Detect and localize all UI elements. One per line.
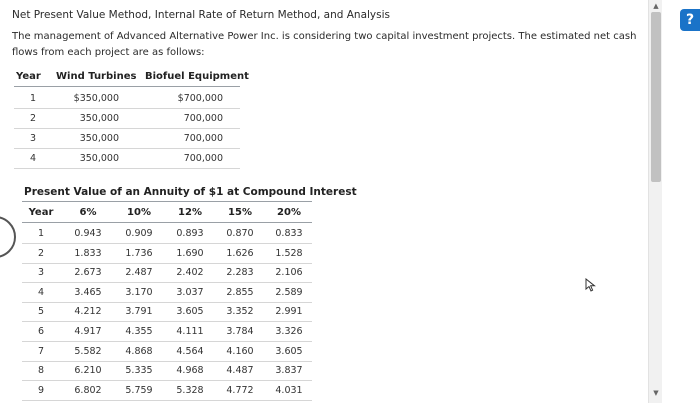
- cf-biofuel-cell: $700,000: [177, 93, 223, 104]
- pv-row-rule: [22, 380, 312, 381]
- pv-value-cell: 1.690: [176, 248, 204, 259]
- cf-biofuel-cell: 700,000: [183, 113, 223, 124]
- pv-row-rule: [22, 302, 312, 303]
- pv-value-cell: 6.210: [74, 365, 102, 376]
- pv-value-cell: 5.335: [125, 365, 153, 376]
- problem-title: Net Present Value Method, Internal Rate of Return Method, and Analysis: [12, 9, 390, 21]
- cf-header-wind: Wind Turbines: [56, 71, 137, 82]
- scroll-thumb[interactable]: [651, 12, 661, 182]
- pv-value-cell: 4.917: [74, 326, 102, 337]
- pv-value-cell: 3.037: [176, 287, 204, 298]
- pv-value-cell: 3.605: [176, 306, 204, 317]
- cf-header-year: Year: [16, 71, 41, 82]
- pv-value-cell: 2.402: [176, 267, 204, 278]
- selection-circle-marker: [0, 216, 16, 258]
- pv-value-cell: 0.943: [74, 228, 102, 239]
- pv-value-cell: 5.582: [74, 346, 102, 357]
- pv-row-rule: [22, 361, 312, 362]
- pv-value-cell: 2.589: [275, 287, 303, 298]
- cf-year-cell: 2: [29, 113, 37, 124]
- pv-header-rate: 12%: [178, 207, 202, 218]
- pv-value-cell: 4.111: [176, 326, 204, 337]
- pv-value-cell: 3.837: [275, 365, 303, 376]
- pv-value-cell: 6.802: [74, 385, 102, 396]
- cf-biofuel-cell: 700,000: [183, 153, 223, 164]
- cf-header-rule: [14, 86, 240, 87]
- pv-year-cell: 7: [37, 346, 45, 357]
- pv-value-cell: 1.626: [226, 248, 254, 259]
- cf-biofuel-cell: 700,000: [183, 133, 223, 144]
- problem-intro: The management of Advanced Alternative Power Inc. is considering two capital investment projects. The estimated net cash flows from each project are as follows:: [12, 31, 637, 58]
- pv-year-cell: 2: [37, 248, 45, 259]
- pv-value-cell: 4.355: [125, 326, 153, 337]
- cf-year-cell: 4: [29, 153, 37, 164]
- cf-year-cell: 3: [29, 133, 37, 144]
- pv-value-cell: 2.991: [275, 306, 303, 317]
- pv-header-year: Year: [28, 207, 54, 218]
- cf-header-biofuel: Biofuel Equipment: [145, 71, 249, 82]
- pv-value-cell: 2.106: [275, 267, 303, 278]
- pv-header-rate: 6%: [79, 207, 97, 218]
- pv-title-rule: [22, 201, 312, 202]
- cf-wind-cell: 350,000: [79, 153, 119, 164]
- pv-value-cell: 0.870: [226, 228, 254, 239]
- pv-value-cell: 3.605: [275, 346, 303, 357]
- pv-value-cell: 3.352: [226, 306, 254, 317]
- scroll-up-arrow-icon[interactable]: ▲: [653, 2, 659, 10]
- pv-value-cell: 2.673: [74, 267, 102, 278]
- pv-value-cell: 4.212: [74, 306, 102, 317]
- pv-value-cell: 0.833: [275, 228, 303, 239]
- cf-row-rule: [14, 168, 240, 169]
- pv-value-cell: 4.968: [176, 365, 204, 376]
- pv-value-cell: 2.283: [226, 267, 254, 278]
- pv-header-rule: [22, 222, 312, 223]
- pv-header-rate: 10%: [127, 207, 151, 218]
- pv-year-cell: 6: [37, 326, 45, 337]
- pv-value-cell: 3.326: [275, 326, 303, 337]
- pv-row-rule: [22, 341, 312, 342]
- cf-wind-cell: 350,000: [79, 113, 119, 124]
- pv-value-cell: 3.465: [74, 287, 102, 298]
- pv-value-cell: 0.909: [125, 228, 153, 239]
- pv-value-cell: 0.893: [176, 228, 204, 239]
- pv-year-cell: 8: [37, 365, 45, 376]
- pv-value-cell: 3.784: [226, 326, 254, 337]
- pv-row-rule: [22, 263, 312, 264]
- pv-header-rate: 20%: [277, 207, 301, 218]
- pv-value-cell: 4.031: [275, 385, 303, 396]
- cf-wind-cell: 350,000: [79, 133, 119, 144]
- pv-year-cell: 1: [37, 228, 45, 239]
- pv-year-cell: 5: [37, 306, 45, 317]
- pv-value-cell: 2.855: [226, 287, 254, 298]
- cf-year-cell: 1: [29, 93, 37, 104]
- pv-value-cell: 1.833: [74, 248, 102, 259]
- cf-row-rule: [14, 128, 240, 129]
- pv-value-cell: 4.487: [226, 365, 254, 376]
- cf-wind-cell: $350,000: [73, 93, 119, 104]
- pv-value-cell: 5.759: [125, 385, 153, 396]
- pv-row-rule: [22, 243, 312, 244]
- mouse-cursor-icon: [585, 278, 597, 292]
- cf-row-rule: [14, 108, 240, 109]
- pv-value-cell: 4.564: [176, 346, 204, 357]
- side-panel: [662, 0, 700, 403]
- pv-value-cell: 5.328: [176, 385, 204, 396]
- vertical-scrollbar[interactable]: [648, 0, 663, 403]
- pv-value-cell: 1.528: [275, 248, 303, 259]
- pv-year-cell: 9: [37, 385, 45, 396]
- pv-value-cell: 3.791: [125, 306, 153, 317]
- scroll-down-arrow-icon[interactable]: ▼: [653, 389, 659, 397]
- cf-row-rule: [14, 148, 240, 149]
- pv-value-cell: 2.487: [125, 267, 153, 278]
- pv-value-cell: 4.772: [226, 385, 254, 396]
- pv-header-rate: 15%: [228, 207, 252, 218]
- pv-value-cell: 4.160: [226, 346, 254, 357]
- pv-value-cell: 1.736: [125, 248, 153, 259]
- pv-row-rule: [22, 400, 312, 401]
- pv-table-title: Present Value of an Annuity of $1 at Compound Interest: [24, 186, 357, 198]
- pv-row-rule: [22, 282, 312, 283]
- help-button[interactable]: ?: [680, 9, 700, 31]
- pv-row-rule: [22, 321, 312, 322]
- pv-year-cell: 3: [37, 267, 45, 278]
- pv-value-cell: 4.868: [125, 346, 153, 357]
- pv-value-cell: 3.170: [125, 287, 153, 298]
- pv-year-cell: 4: [37, 287, 45, 298]
